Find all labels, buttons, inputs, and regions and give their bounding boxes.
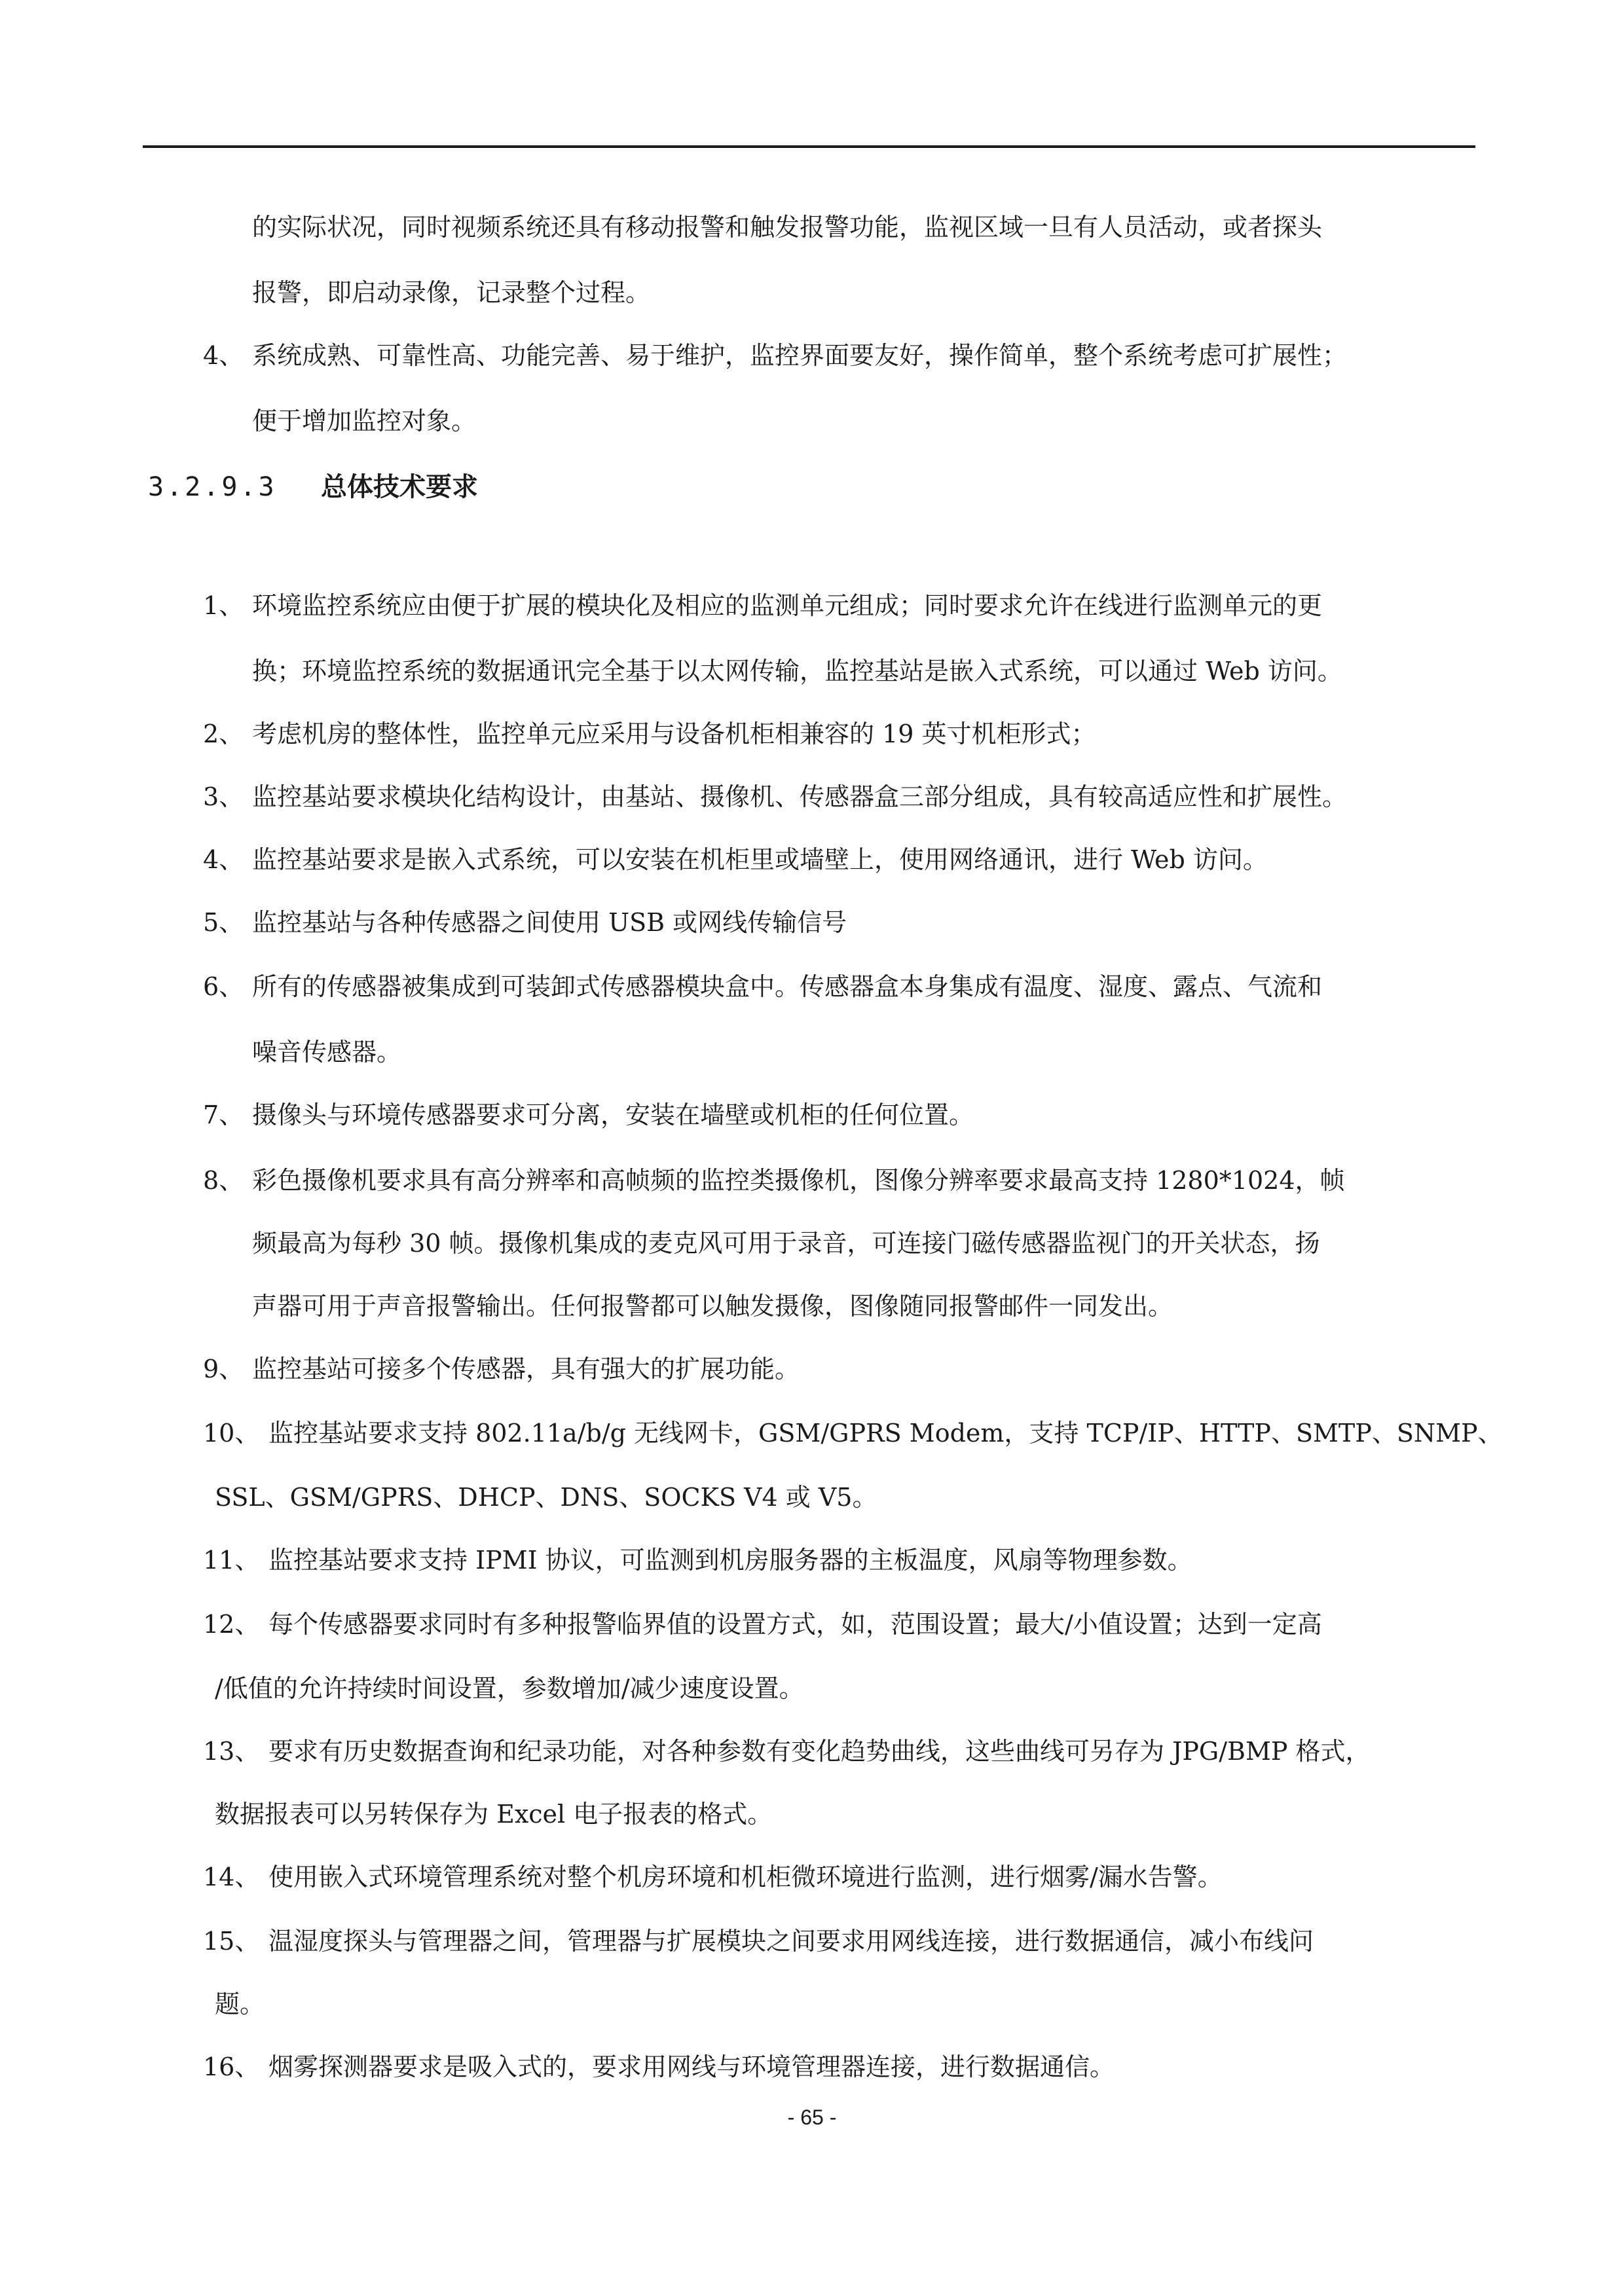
continuation-line: 的实际状况，同时视频系统还具有移动报警和触发报警功能，监视区域一旦有人员活动，或者探头: [252, 213, 1323, 242]
list-item-line: 要求有历史数据查询和纪录功能，对各种参数有变化趋势曲线，这些曲线可另存为 JPG/BMP 格式，: [268, 1737, 1371, 1766]
list-item-number: 5、: [203, 908, 244, 937]
list-item-number: 1、: [203, 591, 244, 620]
list-item-line: 温湿度探头与管理器之间，管理器与扩展模块之间要求用网线连接，进行数据通信，减小布线问: [268, 1927, 1314, 1956]
list-item-line: 噪音传感器。: [252, 1038, 402, 1066]
continuation-line: 报警，即启动录像，记录整个过程。: [252, 278, 651, 307]
list-item-number: 10、: [203, 1419, 260, 1448]
list-item-line: 系统成熟、可靠性高、功能完善、易于维护，监控界面要友好，操作简单，整个系统考虑可扩展性；: [252, 341, 1348, 370]
list-item-number: 2、: [203, 720, 244, 748]
list-item-line: 烟雾探测器要求是吸入式的，要求用网线与环境管理器连接，进行数据通信。: [268, 2052, 1115, 2081]
list-item-line: SSL、GSM/GPRS、DHCP、DNS、SOCKS V4 或 V5。: [215, 1483, 877, 1512]
list-item-line: /低值的允许持续时间设置，参数增加/减少速度设置。: [215, 1674, 804, 1703]
page-number: - 65 -: [787, 2105, 837, 2129]
list-item-number: 13、: [203, 1737, 260, 1766]
list-item-line: 监控基站可接多个传感器，具有强大的扩展功能。: [252, 1355, 800, 1383]
list-item-line: 使用嵌入式环境管理系统对整个机房环境和机柜微环境进行监测，进行烟雾/漏水告警。: [268, 1863, 1223, 1891]
list-item-number: 12、: [203, 1610, 260, 1639]
list-item-line: 监控基站要求是嵌入式系统，可以安装在机柜里或墙壁上，使用网络通讯，进行 Web 访问。: [252, 845, 1268, 874]
list-item-number: 7、: [203, 1101, 244, 1129]
list-item-number: 11、: [203, 1546, 260, 1575]
list-item-line: 便于增加监控对象。: [252, 407, 477, 435]
list-item-line: 数据报表可以另转保存为 Excel 电子报表的格式。: [215, 1800, 773, 1829]
list-item-number: 4、: [203, 845, 244, 874]
section-number: 3.2.9.3: [148, 472, 277, 502]
list-item-line: 监控基站要求支持 IPMI 协议，可监测到机房服务器的主板温度，风扇等物理参数。: [268, 1546, 1192, 1575]
list-item-line: 彩色摄像机要求具有高分辨率和高帧频的监控类摄像机，图像分辨率要求最高支持 1280*1024，帧: [252, 1166, 1345, 1195]
list-item-number: 16、: [203, 2052, 260, 2081]
list-item-number: 3、: [203, 782, 244, 811]
list-item-number: 9、: [203, 1355, 244, 1383]
section-title: 总体技术要求: [321, 472, 478, 502]
list-item-line: 声器可用于声音报警输出。任何报警都可以触发摄像，图像随同报警邮件一同发出。: [252, 1292, 1173, 1321]
list-item-line: 频最高为每秒 30 帧。摄像机集成的麦克风可用于录音，可连接门磁传感器监视门的开关状态，扬: [252, 1229, 1320, 1258]
list-item-line: 监控基站与各种传感器之间使用 USB 或网线传输信号: [252, 908, 847, 937]
list-item-number: 14、: [203, 1863, 260, 1891]
list-item-line: 换；环境监控系统的数据通讯完全基于以太网传输，监控基站是嵌入式系统，可以通过 Web 访问。: [252, 657, 1342, 685]
list-item-line: 题。: [215, 1990, 265, 2018]
list-item-number: 15、: [203, 1927, 260, 1956]
list-item-number: 4、: [203, 341, 244, 370]
list-item-number: 6、: [203, 972, 244, 1001]
list-item-line: 所有的传感器被集成到可装卸式传感器模块盒中。传感器盒本身集成有温度、湿度、露点、气流和: [252, 972, 1323, 1001]
list-item-line: 监控基站要求支持 802.11a/b/g 无线网卡，GSM/GPRS Modem，支持 TCP/IP、HTTP、SMTP、SNMP、: [268, 1419, 1503, 1448]
list-item-line: 考虑机房的整体性，监控单元应采用与设备机柜相兼容的 19 英寸机柜形式；: [252, 720, 1096, 748]
list-item-line: 监控基站要求模块化结构设计，由基站、摄像机、传感器盒三部分组成，具有较高适应性和扩展性。: [252, 782, 1348, 811]
list-item-line: 摄像头与环境传感器要求可分离，安装在墙壁或机柜的任何位置。: [252, 1101, 974, 1129]
list-item-number: 8、: [203, 1166, 244, 1195]
list-item-line: 环境监控系统应由便于扩展的模块化及相应的监测单元组成；同时要求允许在线进行监测单元的更: [252, 591, 1323, 620]
list-item-line: 每个传感器要求同时有多种报警临界值的设置方式，如，范围设置；最大/小值设置；达到一定高: [268, 1610, 1322, 1639]
